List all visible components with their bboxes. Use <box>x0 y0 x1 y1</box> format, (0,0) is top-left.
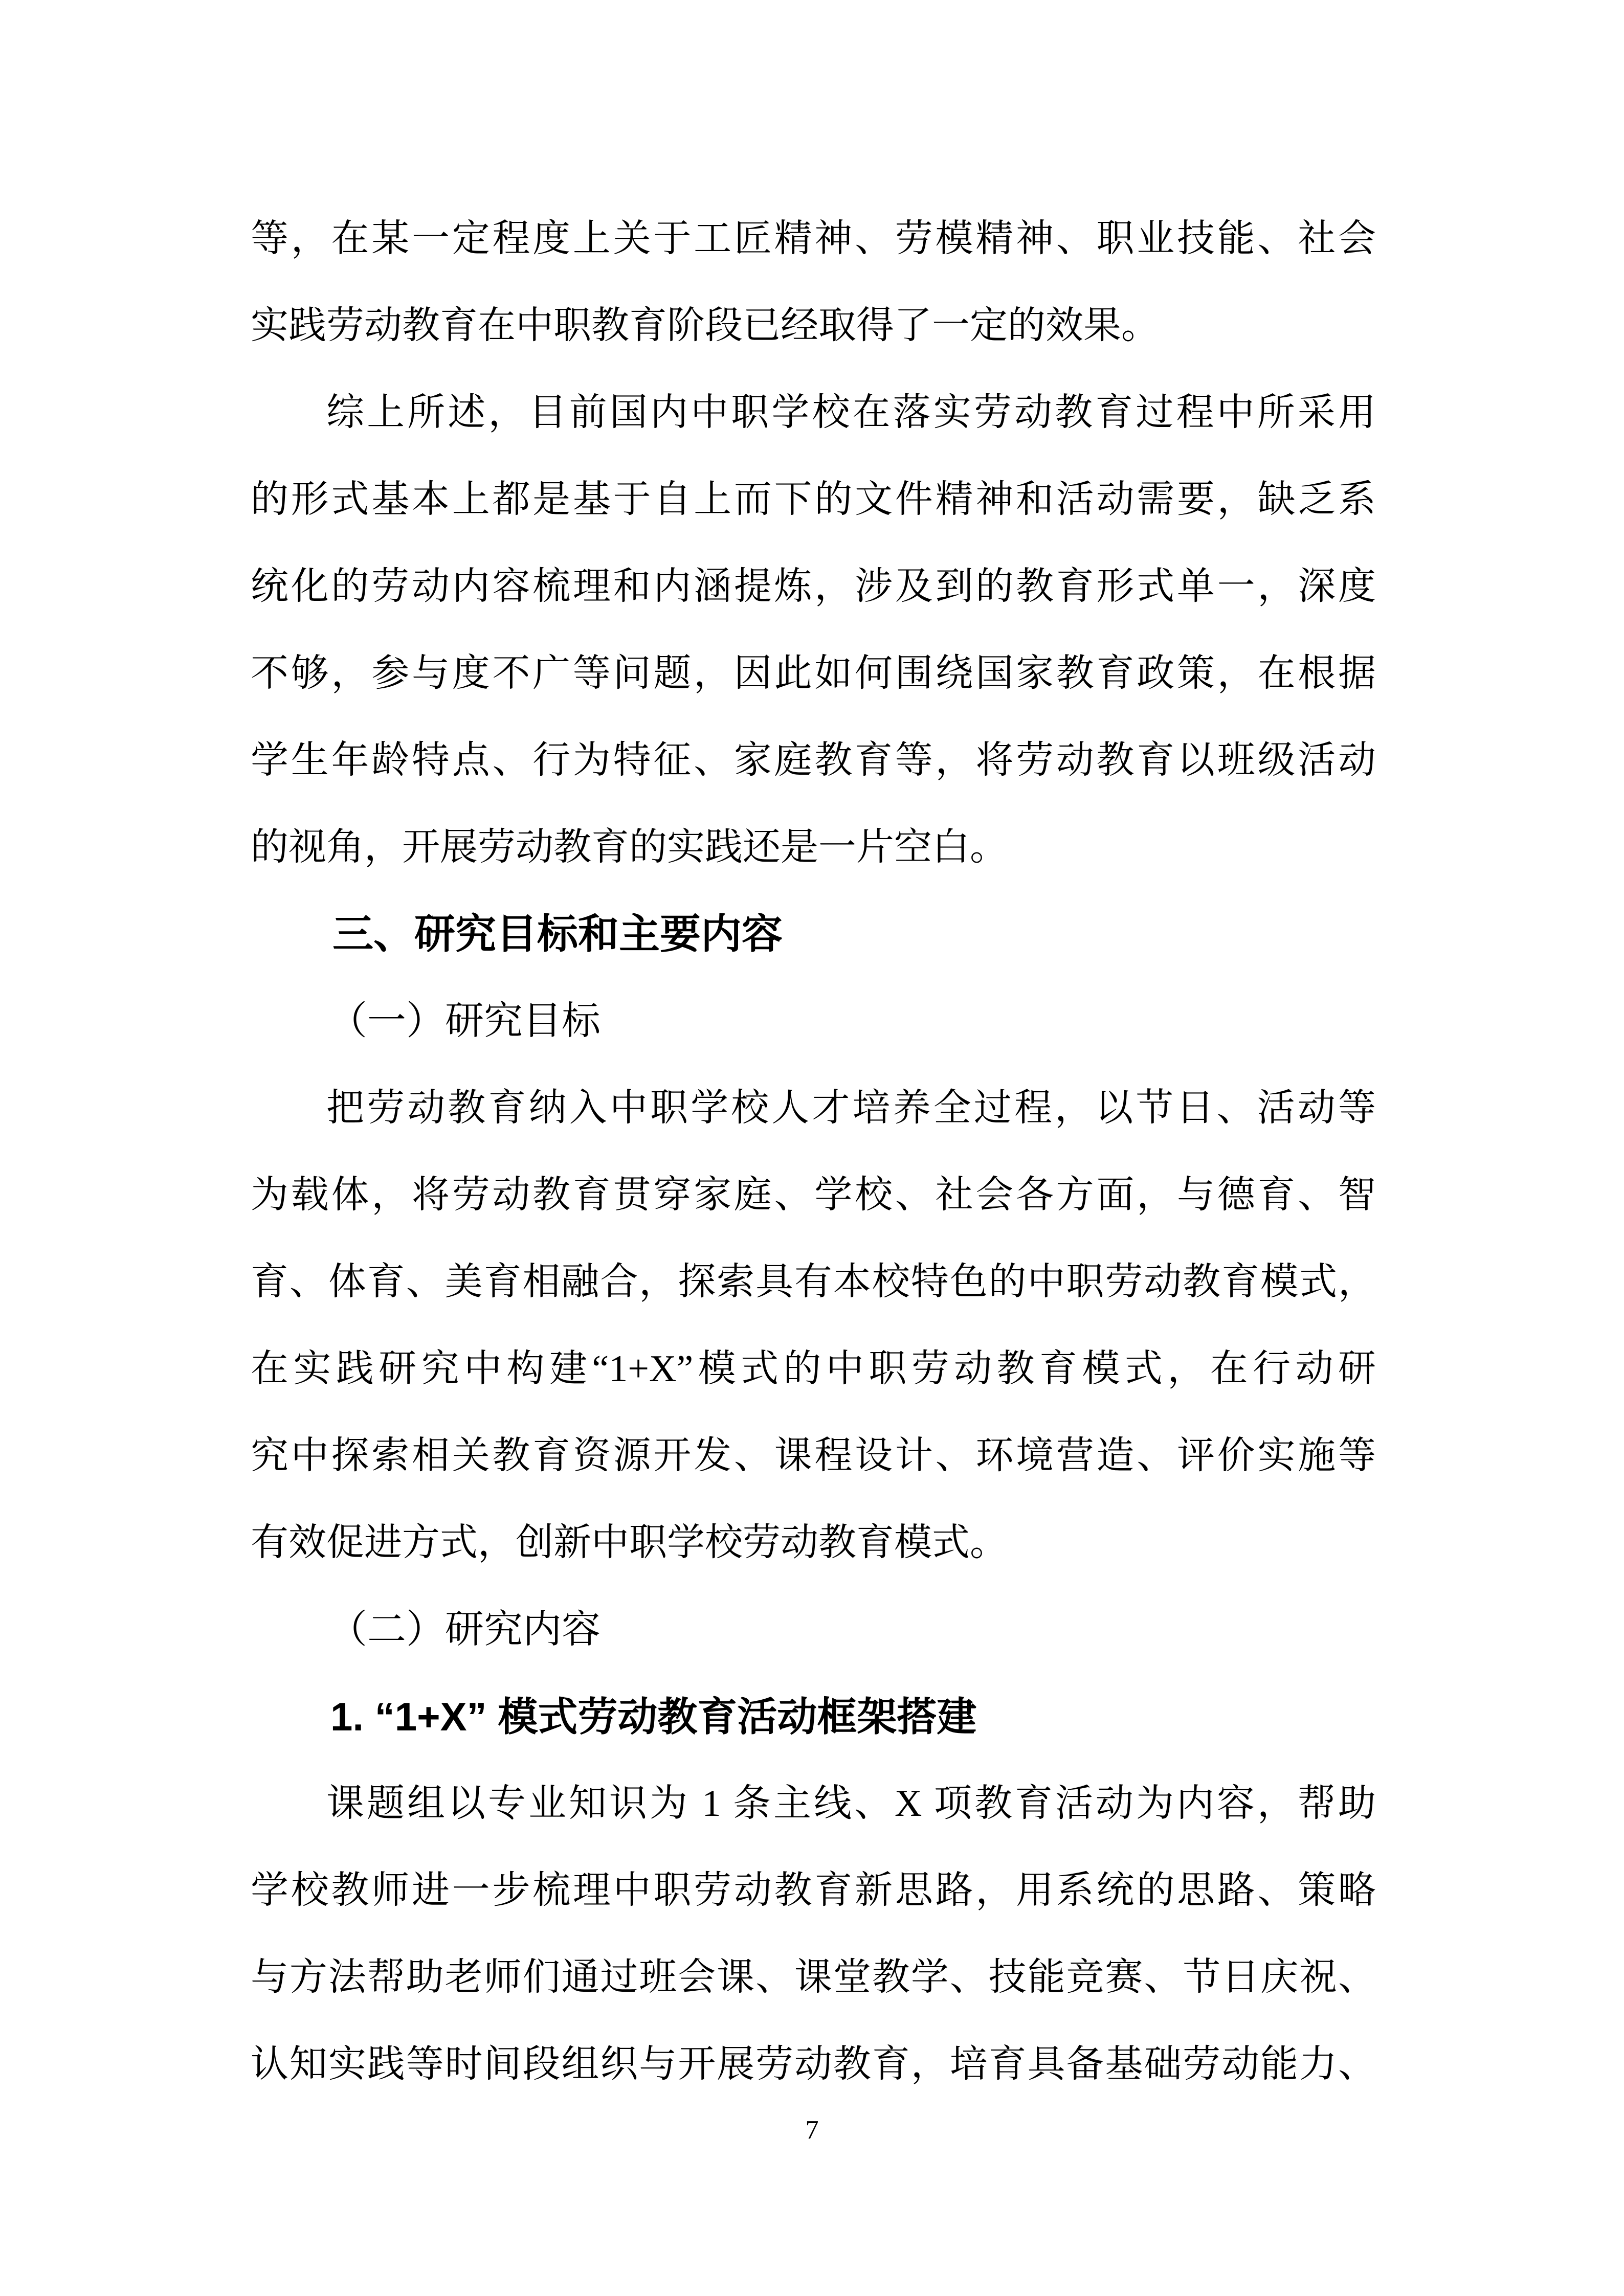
body-line: 学校教师进一步梳理中职劳动教育新思路，用系统的思路、策略 <box>251 1870 1376 1911</box>
body-line: 综上所述，目前国内中职学校在落实劳动教育过程中所采用 <box>326 392 1376 434</box>
body-line: 有效促进方式，创新中职学校劳动教育模式。 <box>251 1522 1008 1564</box>
body-line: 究中探索相关教育资源开发、课程设计、环境营造、评价实施等 <box>251 1435 1376 1477</box>
sub-heading: （二）研究内容 <box>328 1608 600 1651</box>
text-block <box>251 195 1376 2108</box>
body-line: 的视角，开展劳动教育的实践还是一片空白。 <box>251 826 1008 868</box>
body-line: 课题组以专业知识为 1 条主线、X 项教育活动为内容，帮助 <box>326 1783 1376 1825</box>
body-line: 认知实践等时间段组织与开展劳动教育，培育具备基础劳动能力、 <box>251 2043 1376 2085</box>
body-line: 与方法帮助老师们通过班会课、课堂教学、技能竞赛、节日庆祝、 <box>251 1956 1376 1998</box>
body-line: 的形式基本上都是基于自上而下的文件精神和活动需要，缺乏系 <box>251 479 1376 521</box>
section-heading: 三、研究目标和主要内容 <box>332 911 783 957</box>
body-line: 育、体育、美育相融合，探索具有本校特色的中职劳动教育模式， <box>251 1261 1376 1303</box>
body-line: 不够，参与度不广等问题，因此如何围绕国家教育政策，在根据 <box>251 652 1376 694</box>
body-line: 等，在某一定程度上关于工匠精神、劳模精神、职业技能、社会 <box>251 218 1376 260</box>
body-line: 把劳动教育纳入中职学校人才培养全过程，以节日、活动等 <box>326 1087 1376 1129</box>
page-number: 7 <box>805 2115 819 2145</box>
body-line: 实践劳动教育在中职教育阶段已经取得了一定的效果。 <box>251 305 1159 347</box>
body-line: 在实践研究中构建“1+X”模式的中职劳动教育模式，在行动研 <box>251 1348 1376 1390</box>
sub-heading: （一）研究目标 <box>328 1000 600 1043</box>
body-line: 为载体，将劳动教育贯穿家庭、学校、社会各方面，与德育、智 <box>251 1174 1376 1216</box>
body-line: 学生年龄特点、行为特征、家庭教育等，将劳动教育以班级活动 <box>251 739 1376 781</box>
body-line: 统化的劳动内容梳理和内涵提炼，涉及到的教育形式单一，深度 <box>251 566 1376 607</box>
numbered-heading: 1. “1+X” 模式劳动教育活动框架搭建 <box>330 1694 977 1739</box>
